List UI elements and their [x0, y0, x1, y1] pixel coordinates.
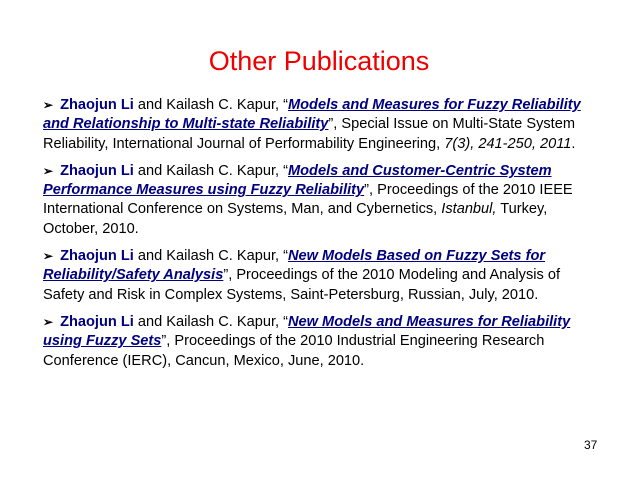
coauthors: and Kailash C. Kapur, “ [133, 313, 288, 330]
venue: ”, Proceedings of the 2010 Modeling and Analysis of Safety and Risk in Complex Systems, Saint-Petersburg, Russian, July, 2010. [43, 267, 561, 303]
publication-list [43, 96, 603, 379]
venue: ”, Proceedings of the 2010 Industrial Engineering Research Conference (IERC), Cancun, Mexico, June, 2010. [43, 333, 545, 369]
venue: ”, Special Issue on Multi-State System Reliability, International Journal of Performability Engineering, [43, 116, 575, 152]
paper-title: New Models and Measures for Reliability using Fuzzy Sets [43, 313, 571, 350]
paper-title: New Models Based on Fuzzy Sets for Reliability/Safety Analysis [43, 248, 546, 284]
publication-entry [43, 313, 603, 371]
publication-entry [43, 162, 603, 239]
author-name: Zhaojun Li [60, 162, 134, 179]
coauthors: and Kailash C. Kapur, “ [133, 248, 288, 265]
coauthors: and Kailash C. Kapur, “ [133, 97, 288, 113]
paper-title: Models and Measures for Fuzzy Reliability and Relationship to Multi-state Reliability [43, 97, 581, 133]
publication-entry [43, 96, 603, 154]
author-name: Zhaojun Li [60, 248, 134, 265]
author-name: Zhaojun Li [60, 313, 134, 330]
paper-title: Models and Customer-Centric System Performance Measures using Fuzzy Reliability [43, 162, 552, 199]
publication-entry [43, 247, 603, 305]
coauthors: and Kailash C. Kapur, “ [133, 162, 288, 179]
pub-details: 7(3), 241-250, 2011 [444, 135, 572, 152]
venue: ”, Proceedings of the 2010 IEEE International Conference on Systems, Man, and Cybernetics, [43, 182, 573, 218]
bullet-arrow-icon: ➢ [43, 163, 54, 178]
bullet-arrow-icon: ➢ [43, 98, 54, 112]
pub-end: Turkey, October, 2010. [43, 201, 548, 237]
bullet-arrow-icon: ➢ [43, 249, 54, 264]
pub-end: . [571, 135, 576, 152]
author-name: Zhaojun Li [60, 97, 134, 113]
bullet-arrow-icon: ➢ [43, 314, 54, 329]
page-number: 37 [584, 438, 598, 452]
slide-title: Other Publications [208, 46, 430, 76]
pub-details: Istanbul, [441, 201, 497, 218]
